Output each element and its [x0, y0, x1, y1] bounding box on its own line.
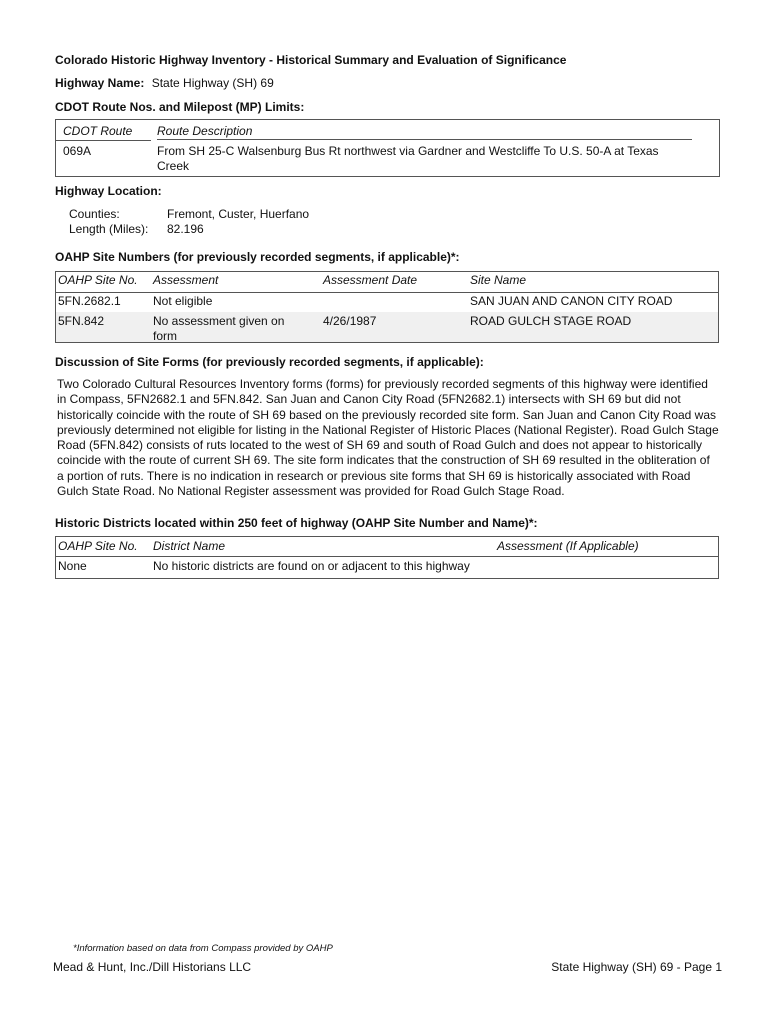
oahp-header-rule [56, 292, 718, 293]
route-header-description: Route Description [157, 124, 253, 138]
districts-heading: Historic Districts located within 250 feet of highway (OAHP Site Number and Name)*: [55, 516, 538, 530]
counties-value: Fremont, Custer, Huerfano [167, 207, 310, 221]
oahp-header-site-name: Site Name [470, 273, 527, 287]
districts-row-name: No historic districts are found on or adjacent to this highway [153, 559, 470, 573]
footer-right: State Highway (SH) 69 - Page 1 [551, 960, 722, 974]
oahp-header-site-no: OAHP Site No. [58, 273, 138, 287]
footnote: *Information based on data from Compass provided by OAHP [73, 943, 333, 954]
districts-header-rule [56, 556, 718, 557]
highway-name-value: State Highway (SH) 69 [151, 76, 274, 90]
discussion-heading: Discussion of Site Forms (for previously recorded segments, if applicable): [55, 355, 484, 369]
route-description-line2: Creek [157, 159, 190, 173]
route-description-line1: From SH 25-C Walsenburg Bus Rt northwest via Gardner and Westcliffe To U.S. 50-A at Texas [157, 144, 659, 158]
highway-name-label: Highway Name: [55, 76, 145, 90]
table-row-2-assessment-line2: form [153, 329, 177, 343]
route-header-rule-left [56, 140, 151, 141]
counties-label: Counties: [69, 207, 120, 221]
location-heading: Highway Location: [55, 184, 162, 198]
highway-name-line [55, 76, 274, 90]
table-row-1-site-name: SAN JUAN AND CANON CITY ROAD [470, 294, 673, 308]
oahp-header-assessment: Assessment [153, 273, 219, 287]
table-row-2-site-no: 5FN.842 [58, 314, 105, 328]
route-number: 069A [63, 144, 92, 158]
discussion-paragraph: Two Colorado Cultural Resources Inventory forms (forms) for previously recorded segments of this highway were identified in Compass, 5FN2682.1 and 5FN.842. San Juan and Canon City Road (5FN2682.1) intersects with SH 69 but did not historically coincide with the route of SH 69 based on the previously recorded site form. San Juan and Canon City Road was previously determined not eligible for listing in the National Register of Historic Places (National Register). Road Gulch Stage Road (5FN.842) consists of ruts located to the west of SH 69 and south of Road Gulch and does not appear to historically coincide with the route of current SH 69. The site form indicates that the construction of SH 69 resulted in the obliteration of a portion of ruts. There is no indication in research or previous site forms that SH 69 is historically associated with Road Gulch State Road. No National Register assessment was provided for Road Gulch Stage Road. [57, 377, 719, 499]
footer-left: Mead & Hunt, Inc./Dill Historians LLC [53, 960, 252, 974]
table-row-2-date: 4/26/1987 [323, 314, 377, 328]
route-section-heading: CDOT Route Nos. and Milepost (MP) Limits: [55, 100, 305, 114]
oahp-sites-heading: OAHP Site Numbers (for previously recorded segments, if applicable)*: [55, 250, 460, 264]
table-row-1-assessment: Not eligible [153, 294, 213, 308]
table-row-2-site-name: ROAD GULCH STAGE ROAD [470, 314, 632, 328]
route-header-cdot: CDOT Route [63, 124, 133, 138]
districts-header-assessment: Assessment (If Applicable) [497, 539, 639, 553]
districts-row-site-no: None [58, 559, 87, 573]
table-row-2-assessment: No assessment given on [153, 314, 285, 328]
table-row-1-site-no: 5FN.2682.1 [58, 294, 121, 308]
route-header-rule [157, 139, 692, 140]
length-value: 82.196 [167, 222, 204, 236]
oahp-header-date: Assessment Date [323, 273, 418, 287]
districts-header-site-no: OAHP Site No. [58, 539, 138, 553]
page-title: Colorado Historic Highway Inventory - Historical Summary and Evaluation of Significance [55, 53, 567, 67]
districts-header-name: District Name [153, 539, 226, 553]
length-label: Length (Miles): [69, 222, 149, 236]
